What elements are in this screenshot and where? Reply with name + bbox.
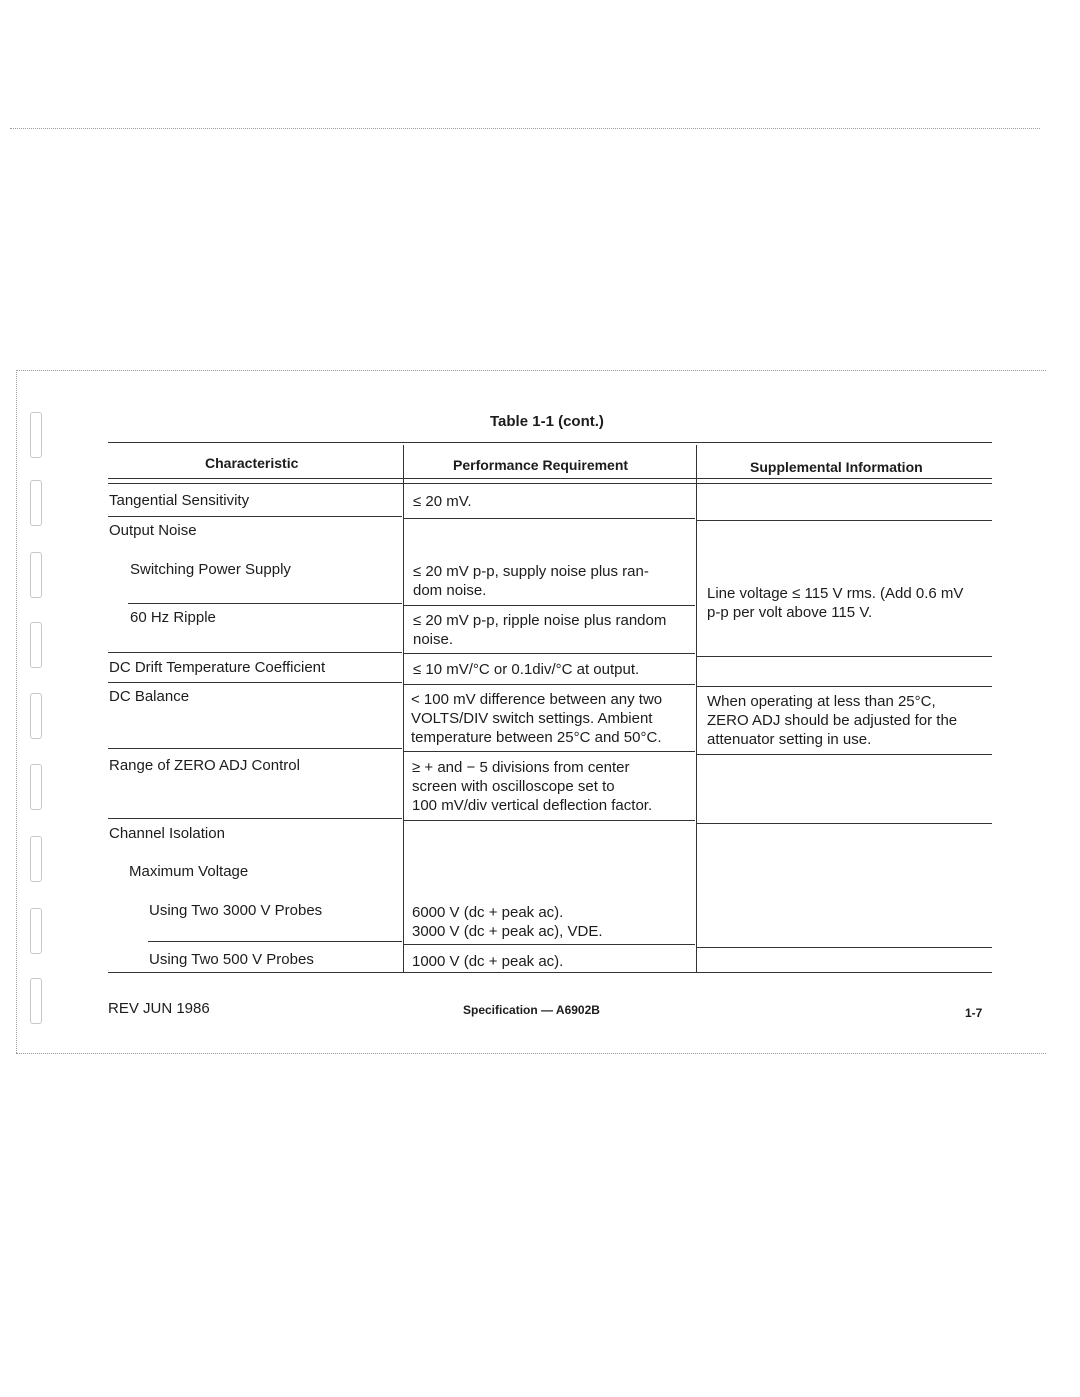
row-rule <box>108 682 402 683</box>
page-frame-top <box>16 370 1046 371</box>
col-divider-1 <box>403 445 404 973</box>
row-rule <box>108 748 402 749</box>
char-zero-adj-range: Range of ZERO ADJ Control <box>109 757 300 774</box>
row-rule <box>108 516 402 517</box>
char-maximum-voltage: Maximum Voltage <box>129 863 249 880</box>
header-rule-2 <box>108 483 992 484</box>
perf-probes-3000v: 6000 V (dc + peak ac). 3000 V (dc + peak ac), VDE. <box>412 904 603 940</box>
header-rule-1 <box>108 478 992 479</box>
col-divider-2 <box>696 445 697 973</box>
char-60hz-ripple: 60 Hz Ripple <box>130 609 216 626</box>
binder-hole <box>30 693 42 739</box>
supp-dc-balance: When operating at less than 25°C, ZERO ADJ should be adjusted for the attenuator setting in use. <box>707 693 958 748</box>
table-top-rule <box>108 442 992 443</box>
binder-hole <box>30 622 42 668</box>
page-frame-bottom <box>16 1053 1046 1054</box>
scan-top-dotted-line <box>10 128 1040 129</box>
binder-hole <box>30 978 42 1024</box>
perf-60hz-ripple: ≤ 20 mV p-p, ripple noise plus random noise. <box>413 612 667 648</box>
row-rule <box>696 656 992 657</box>
char-dc-balance: DC Balance <box>109 688 190 705</box>
perf-probes-500v: 1000 V (dc + peak ac). <box>412 953 564 970</box>
supp-output-noise: Line voltage ≤ 115 V rms. (Add 0.6 mV p-p per volt above 115 V. <box>707 585 964 621</box>
page-frame-left <box>16 370 17 1053</box>
header-supplemental: Supplemental Information <box>750 459 923 475</box>
binder-hole <box>30 480 42 526</box>
row-rule <box>696 686 992 687</box>
row-rule <box>148 941 402 942</box>
binder-hole <box>30 552 42 598</box>
row-rule <box>108 818 402 819</box>
row-rule <box>403 518 695 519</box>
table-caption: Table 1-1 (cont.) <box>490 413 604 430</box>
binder-hole <box>30 764 42 810</box>
header-performance: Performance Requirement <box>453 457 629 473</box>
char-probes-500v: Using Two 500 V Probes <box>149 951 314 968</box>
binder-hole <box>30 836 42 882</box>
row-rule <box>403 751 695 752</box>
char-probes-3000v: Using Two 3000 V Probes <box>149 902 323 919</box>
footer-spec-title: Specification — A6902B <box>463 1003 600 1017</box>
char-output-noise: Output Noise <box>109 522 197 539</box>
row-rule <box>108 652 402 653</box>
row-rule <box>696 947 992 948</box>
row-rule <box>403 944 695 945</box>
footer-revision: REV JUN 1986 <box>108 1000 210 1017</box>
perf-zero-adj-range: ≥ + and − 5 divisions from center screen with oscilloscope set to 100 mV/div vertical deflection factor. <box>412 759 653 814</box>
row-rule <box>128 603 402 604</box>
perf-dc-drift: ≤ 10 mV/°C or 0.1div/°C at output. <box>413 661 640 678</box>
row-rule <box>696 520 992 521</box>
char-channel-isolation: Channel Isolation <box>109 825 225 842</box>
row-rule <box>403 820 695 821</box>
char-switching-power-supply: Switching Power Supply <box>130 561 291 578</box>
footer-page-number: 1-7 <box>965 1006 983 1020</box>
char-tangential-sensitivity: Tangential Sensitivity <box>109 492 250 509</box>
row-rule <box>696 823 992 824</box>
row-rule <box>403 605 695 606</box>
perf-tangential-sensitivity: ≤ 20 mV. <box>413 493 472 510</box>
header-characteristic: Characteristic <box>205 455 299 471</box>
binder-hole <box>30 412 42 458</box>
perf-switching-power-supply: ≤ 20 mV p-p, supply noise plus ran- dom noise. <box>413 563 649 599</box>
table-bottom-rule <box>108 972 992 973</box>
binder-hole <box>30 908 42 954</box>
char-dc-drift: DC Drift Temperature Coefficient <box>109 659 326 676</box>
perf-dc-balance: < 100 mV difference between any two VOLTS/DIV switch settings. Ambient temperature between 25°C and 50°C. <box>411 691 663 746</box>
row-rule <box>403 653 695 654</box>
row-rule <box>403 684 695 685</box>
row-rule <box>696 754 992 755</box>
